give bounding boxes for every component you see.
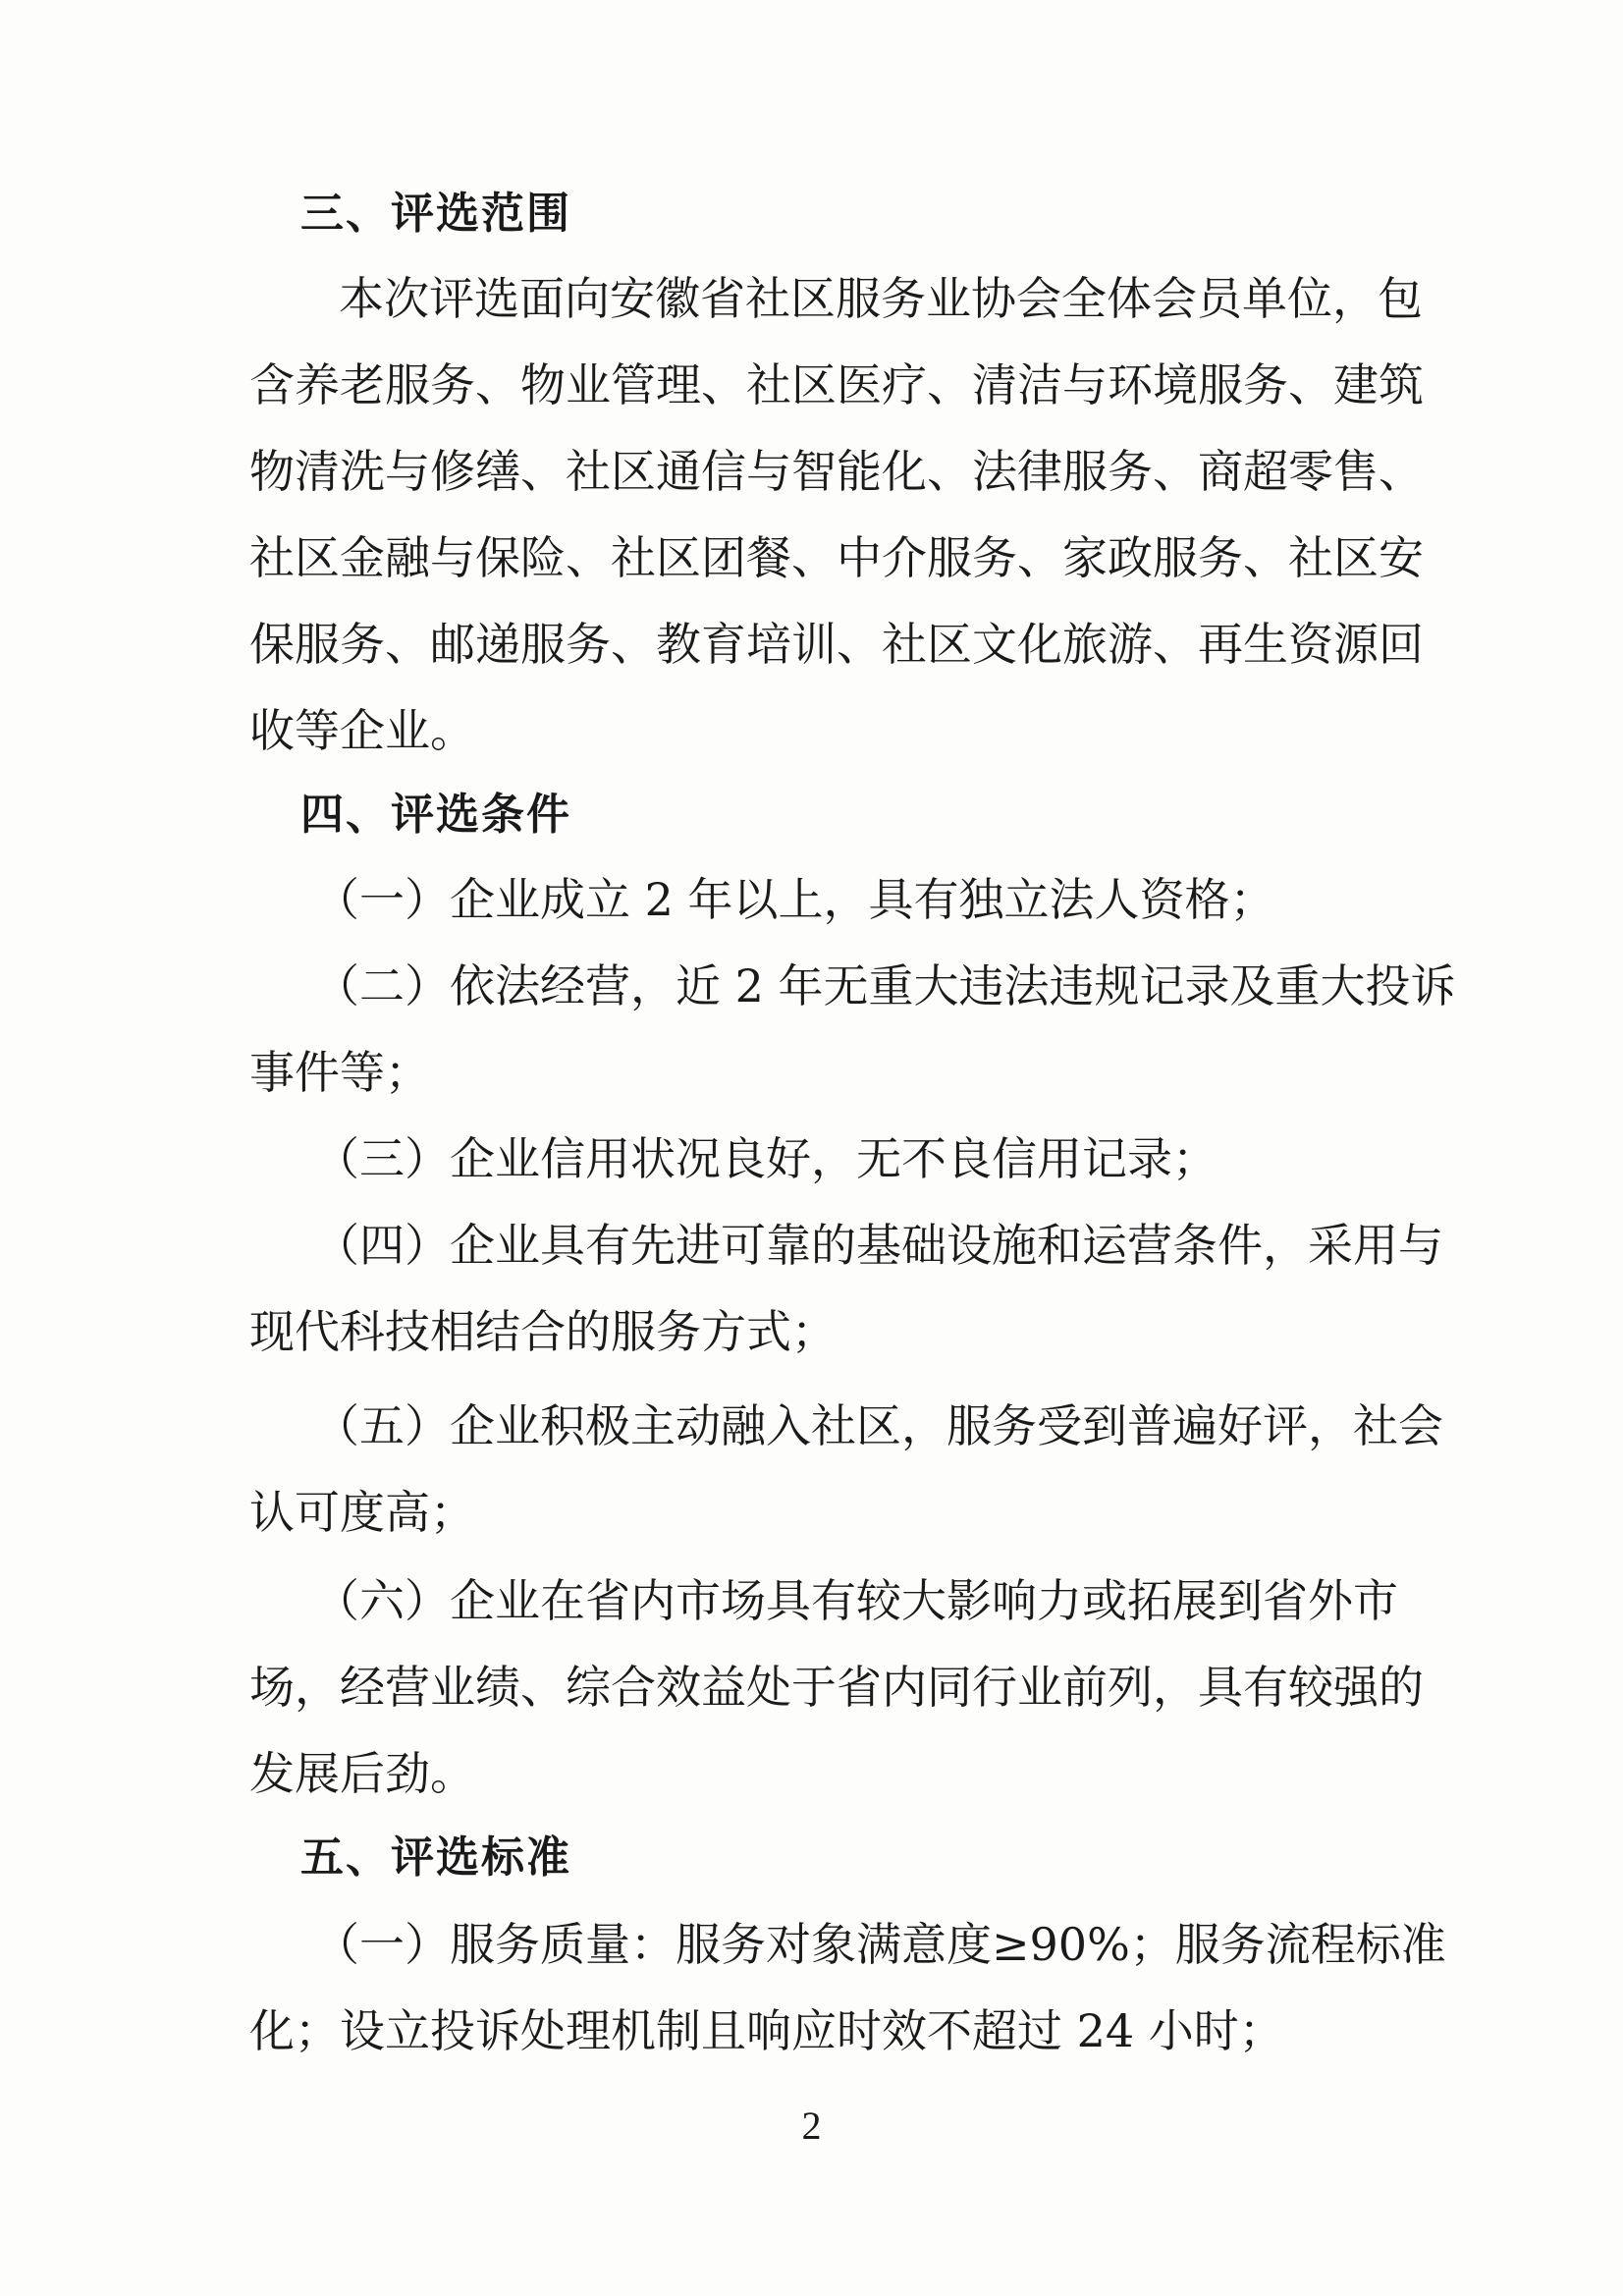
text-line: 认可度高； [249, 1486, 475, 1539]
paragraph-line [0, 1292, 1623, 1371]
text-line: （二）依法经营，近 2 年无重大违法违规记录及重大投诉 [314, 959, 1456, 1012]
section-heading-conditions [0, 776, 1623, 854]
paragraph-line [0, 1206, 1623, 1285]
text-line: （六）企业在省内市场具有较大影响力或拓展到省外市 [314, 1574, 1398, 1627]
paragraph-line [0, 691, 1623, 770]
heading-text: 五、评选标准 [300, 1832, 571, 1883]
paragraph-line [0, 519, 1623, 597]
text-line: 保服务、邮递服务、教育培训、社区文化旅游、再生资源回 [249, 618, 1424, 671]
heading-text: 四、评选条件 [300, 790, 571, 840]
page-number: 2 [801, 2104, 822, 2148]
text-line: 本次评选面向安徽省社区服务业协会全体会员单位，包 [339, 272, 1423, 325]
text-line: 事件等； [249, 1046, 430, 1099]
text-line: 化；设立投诉处理机制且响应时效不超过 24 小时； [249, 2004, 1284, 2057]
text-line: 含养老服务、物业管理、社区医疗、清洁与环境服务、建筑 [249, 358, 1424, 411]
paragraph-line [0, 432, 1623, 511]
text-line: 发展后劲。 [249, 1747, 475, 1800]
section-heading-scope [0, 175, 1623, 253]
paragraph-line [0, 1992, 1623, 2070]
text-line: （五）企业积极主动融入社区，服务受到普遍好评，社会 [314, 1399, 1443, 1452]
paragraph-line [0, 1120, 1623, 1198]
text-line: 场，经营业绩、综合效益处于省内同行业前列，具有较强的 [249, 1661, 1424, 1714]
paragraph-line [0, 605, 1623, 683]
section-heading-standards [0, 1819, 1623, 1897]
text-line: （三）企业信用状况良好，无不良信用记录； [314, 1132, 1217, 1185]
text-line: 物清洗与修缮、社区通信与智能化、法律服务、商超零售、 [249, 445, 1424, 498]
paragraph-line [0, 860, 1623, 939]
text-line: 社区金融与保险、社区团餐、中介服务、家政服务、社区安 [249, 531, 1424, 584]
paragraph-line [0, 1905, 1623, 1984]
text-line: （四）企业具有先进可靠的基础设施和运营条件，采用与 [314, 1219, 1443, 1272]
text-line: 收等企业。 [249, 704, 475, 757]
paragraph-line [0, 1561, 1623, 1640]
text-line: （一）服务质量：服务对象满意度≥90%；服务流程标准 [314, 1918, 1446, 1971]
paragraph-line [0, 947, 1623, 1025]
paragraph-line [0, 1648, 1623, 1726]
paragraph-line [0, 346, 1623, 424]
paragraph-line [0, 1734, 1623, 1813]
paragraph-line [0, 259, 1623, 338]
paragraph-line [0, 1033, 1623, 1112]
text-line: （一）企业成立 2 年以上，具有独立法人资格； [314, 873, 1275, 926]
paragraph-line [0, 1387, 1623, 1465]
text-line: 现代科技相结合的服务方式； [249, 1305, 837, 1358]
paragraph-line [0, 1473, 1623, 1552]
heading-text: 三、评选范围 [300, 189, 571, 239]
